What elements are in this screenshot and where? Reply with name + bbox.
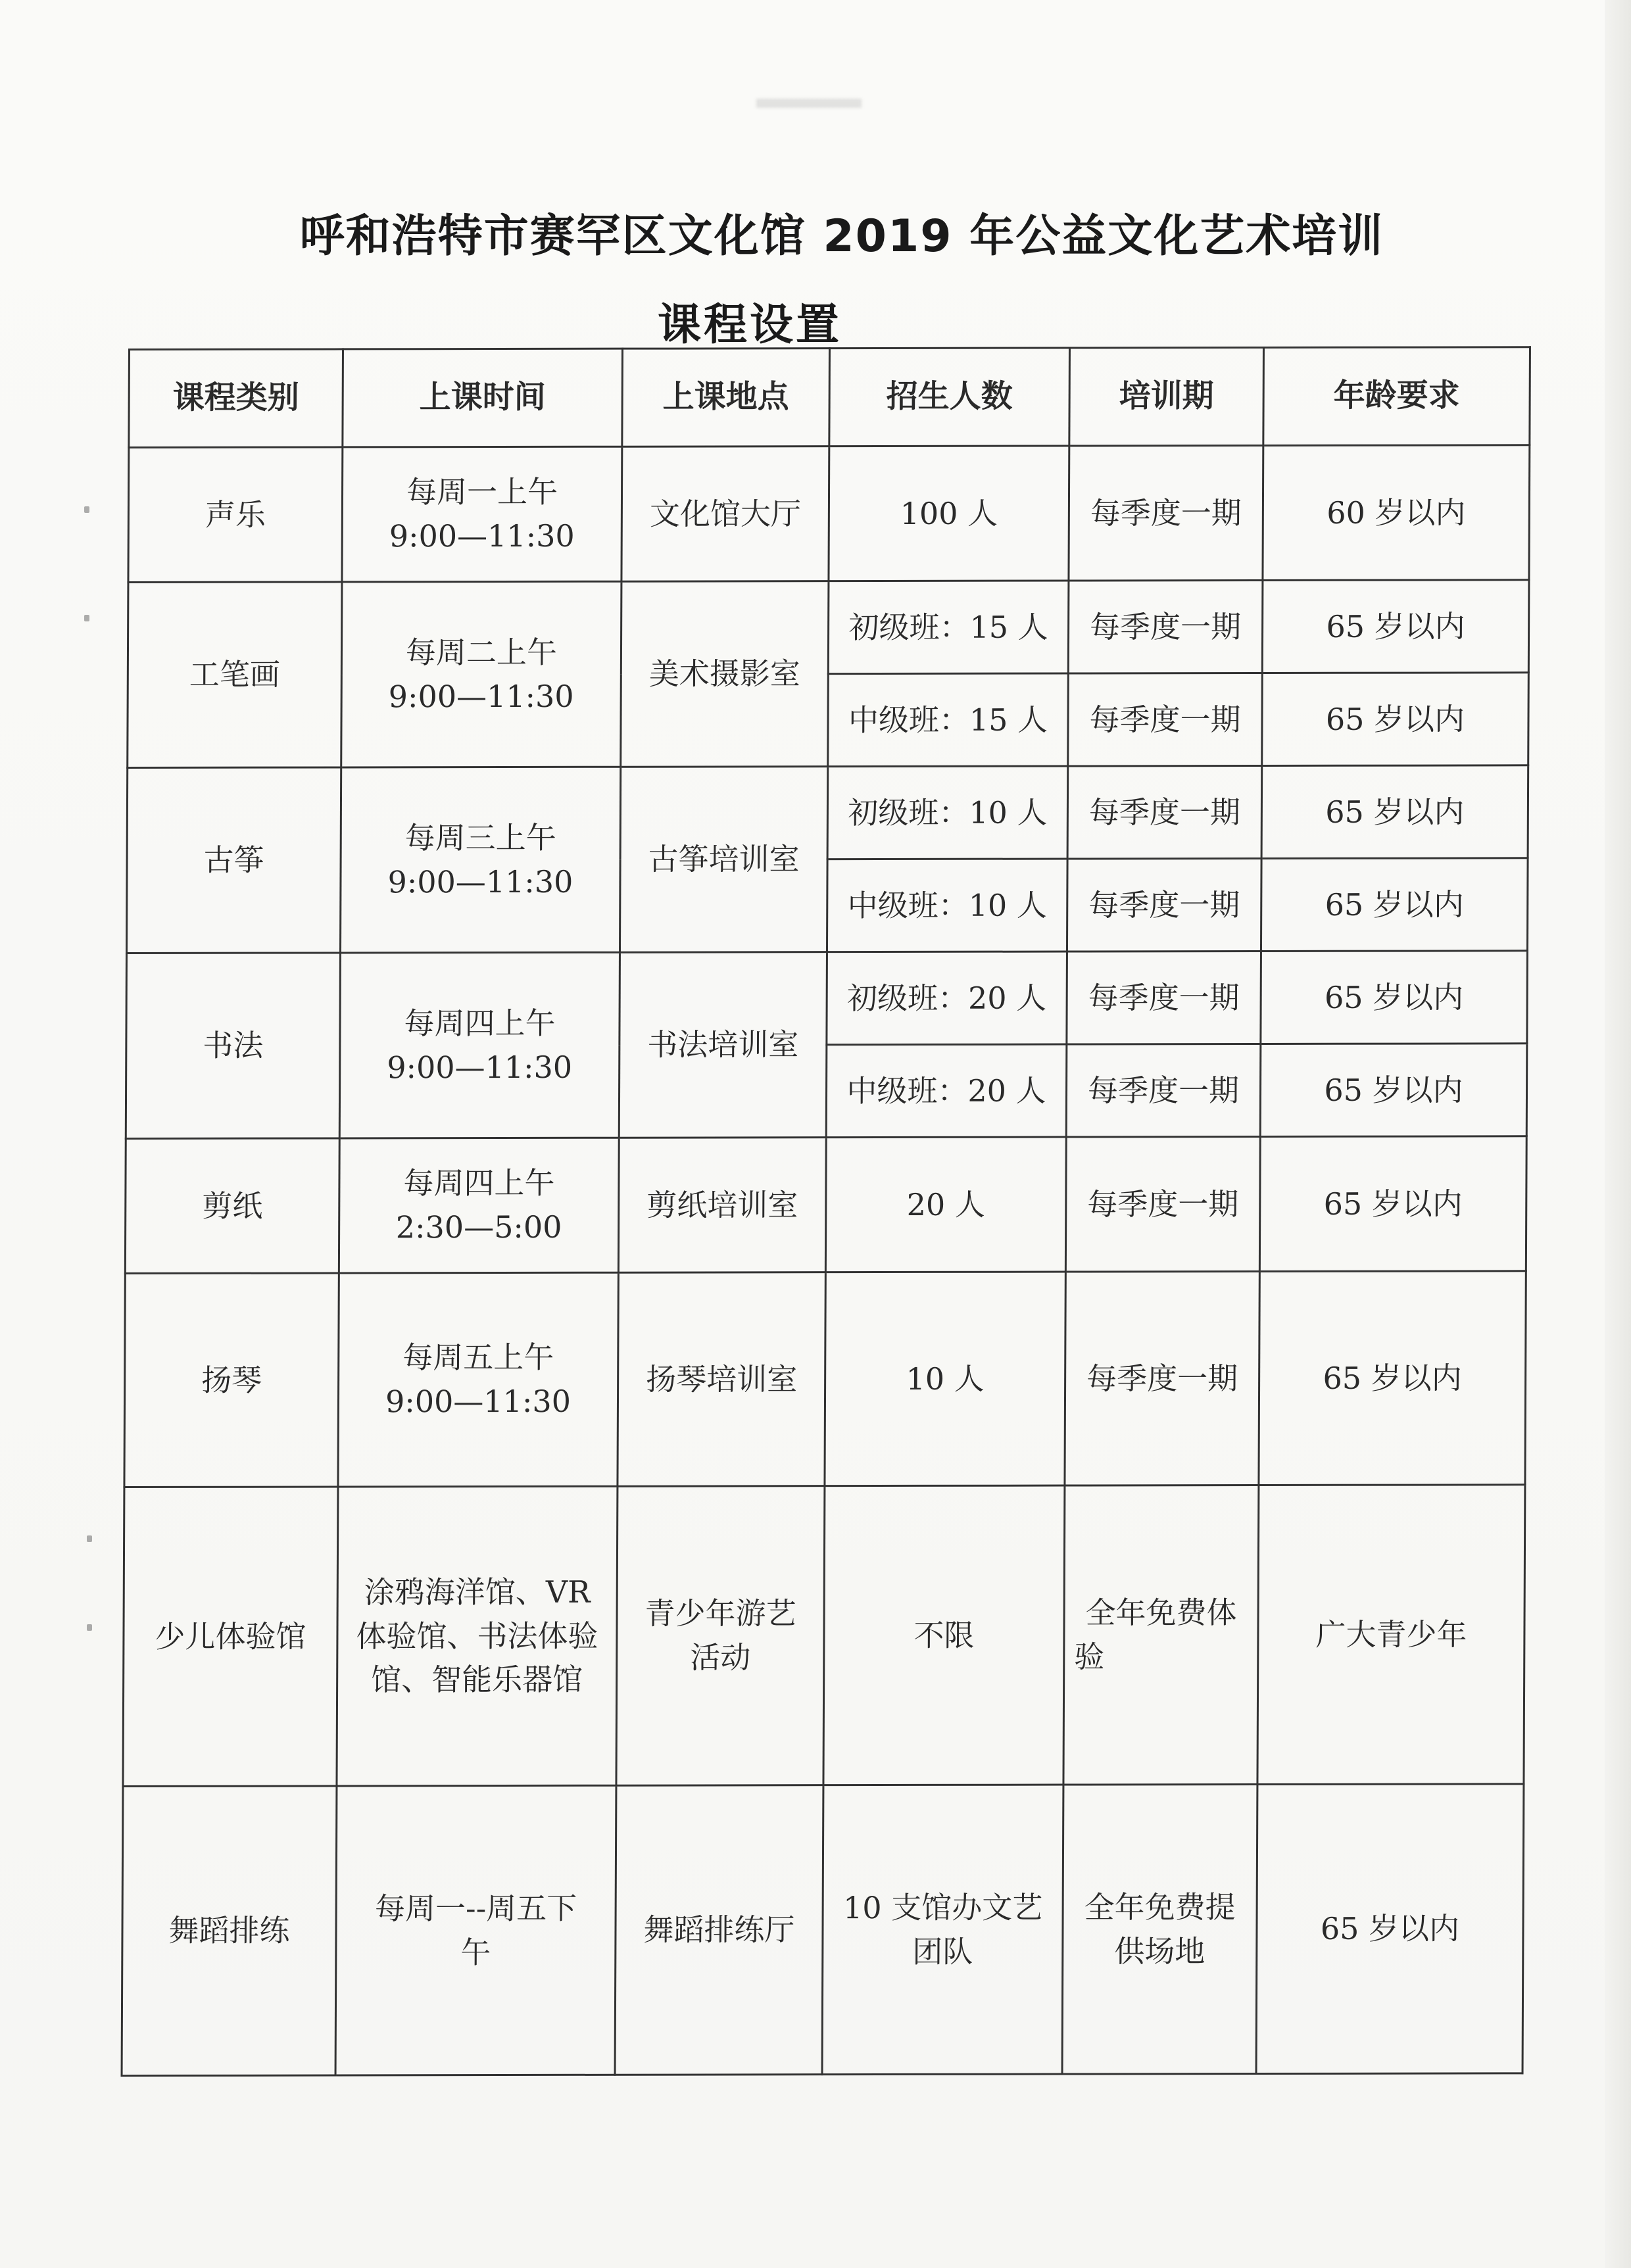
- course-table-wrapper: [121, 346, 1529, 2077]
- cell-period: [1062, 1785, 1257, 2075]
- cell-age: 65 岁以内: [1256, 1784, 1524, 2074]
- time-hours: 9:00—11:30: [389, 518, 575, 554]
- time-hours: 9:00—11:30: [388, 678, 574, 714]
- cell-enroll: 不限: [823, 1485, 1065, 1785]
- header-category: 课程类别: [129, 349, 343, 448]
- cell-age: 65 岁以内: [1261, 858, 1528, 952]
- document-title: 呼和浩特市赛罕区文化馆 2019 年公益文化艺术培训: [299, 210, 1384, 262]
- table-row: [125, 1136, 1526, 1274]
- time-line: 每周一--周五下: [374, 1890, 577, 1927]
- cell-age: 65 岁以内: [1260, 1044, 1527, 1137]
- cell-period: 每季度一期: [1068, 580, 1263, 673]
- time-hours: 2:30—5:00: [395, 1209, 562, 1245]
- cell-age: 65 岁以内: [1261, 765, 1528, 859]
- cell-age: 65 岁以内: [1262, 673, 1529, 766]
- cell-enroll: 中级班：10 人: [827, 859, 1067, 952]
- cell-category: 书法: [126, 953, 340, 1139]
- cell-place: 古筝培训室: [620, 767, 827, 953]
- cell-category: 声乐: [128, 447, 343, 583]
- cell-period: 每季度一期: [1065, 1137, 1260, 1272]
- time-day: 每周五上午: [402, 1339, 554, 1376]
- time-day: 每周四上午: [404, 1005, 556, 1042]
- cell-age: 65 岁以内: [1259, 1136, 1526, 1272]
- cell-category: 扬琴: [124, 1273, 339, 1487]
- cell-place: 文化馆大厅: [621, 446, 829, 582]
- cell-place: [616, 1486, 825, 1786]
- course-table: [121, 346, 1531, 2077]
- header-period: 培训期: [1069, 347, 1264, 446]
- cell-period: 每季度一期: [1068, 673, 1263, 766]
- time-line: 体验馆、书法体验: [356, 1618, 598, 1654]
- period-line: 验: [1074, 1639, 1105, 1675]
- scan-smudge: [756, 99, 862, 108]
- scan-dot: [87, 1535, 92, 1542]
- cell-enroll: 10 人: [825, 1272, 1065, 1486]
- cell-time: [338, 1272, 618, 1487]
- scan-dot: [87, 1624, 92, 1631]
- cell-enroll: [822, 1785, 1063, 2075]
- period-line: 全年免费体: [1085, 1595, 1237, 1631]
- scan-dot: [84, 615, 89, 621]
- cell-time: [342, 446, 622, 582]
- table-row: [122, 1784, 1524, 2076]
- cell-age: 65 岁以内: [1262, 580, 1529, 673]
- time-day: 每周二上午: [405, 634, 558, 671]
- table-row: [128, 580, 1529, 675]
- cell-age: 65 岁以内: [1259, 1271, 1526, 1485]
- cell-period: [1063, 1485, 1259, 1785]
- cell-period: 每季度一期: [1069, 445, 1263, 581]
- cell-place: 美术摄影室: [621, 581, 829, 767]
- time-day: 每周一上午: [406, 474, 558, 510]
- cell-period: 每季度一期: [1067, 859, 1261, 952]
- cell-category: 剪纸: [125, 1138, 339, 1274]
- cell-period: 每季度一期: [1067, 765, 1262, 859]
- time-hours: 9:00—11:30: [387, 1049, 573, 1085]
- period-line: 全年免费提: [1084, 1889, 1236, 1925]
- cell-age: 广大青少年: [1257, 1485, 1525, 1785]
- cell-age: 65 岁以内: [1261, 951, 1528, 1044]
- cell-time: [339, 952, 620, 1138]
- period-line: 供场地: [1114, 1933, 1205, 1969]
- cell-time: [340, 767, 620, 953]
- cell-category: 少儿体验馆: [123, 1487, 338, 1787]
- table-header-row: [129, 347, 1530, 448]
- cell-time: [337, 1486, 618, 1786]
- cell-time: [335, 1785, 616, 2075]
- time-line: 馆、智能乐器馆: [371, 1662, 583, 1698]
- cell-time: [339, 1138, 619, 1273]
- cell-age: 60 岁以内: [1263, 445, 1530, 581]
- cell-enroll: 中级班：20 人: [826, 1044, 1067, 1138]
- cell-enroll: 100 人: [829, 446, 1069, 581]
- time-day: 每周三上午: [404, 819, 556, 856]
- table-row: [124, 1271, 1526, 1487]
- time-day: 每周四上午: [403, 1165, 555, 1201]
- enroll-line: 10 支馆办文艺: [842, 1889, 1043, 1925]
- place-line: 青少年游艺: [645, 1595, 796, 1631]
- cell-enroll: 中级班：15 人: [828, 673, 1069, 767]
- cell-period: 每季度一期: [1066, 1044, 1261, 1138]
- table-row: [128, 445, 1530, 583]
- table-row: [123, 1485, 1525, 1787]
- cell-enroll: 初级班：10 人: [827, 766, 1068, 859]
- place-line: 活动: [690, 1639, 751, 1676]
- table-row: [126, 951, 1528, 1046]
- header-enroll: 招生人数: [829, 348, 1070, 446]
- header-place: 上课地点: [622, 349, 830, 447]
- cell-period: 每季度一期: [1065, 1272, 1259, 1486]
- time-hours: 9:00—11:30: [385, 1383, 572, 1420]
- header-age: 年龄要求: [1263, 347, 1530, 446]
- header-time: 上课时间: [343, 349, 623, 447]
- cell-enroll: 初级班：15 人: [828, 581, 1069, 674]
- table-row: [127, 765, 1528, 861]
- cell-place: 扬琴培训室: [618, 1272, 825, 1487]
- document-subtitle: 课程设置: [658, 299, 842, 350]
- cell-enroll: 初级班：20 人: [827, 952, 1067, 1045]
- time-line: 午: [460, 1934, 491, 1970]
- cell-place: 书法培训室: [619, 952, 827, 1138]
- time-line: 涂鸦海洋馆、VR: [364, 1574, 591, 1610]
- scan-dot: [84, 506, 89, 513]
- cell-category: 古筝: [126, 767, 341, 953]
- enroll-line: 团队: [912, 1933, 973, 1969]
- cell-place: 舞蹈排练厅: [615, 1785, 823, 2075]
- cell-category: 舞蹈排练: [122, 1786, 337, 2076]
- cell-period: 每季度一期: [1067, 952, 1261, 1045]
- time-hours: 9:00—11:30: [387, 863, 573, 900]
- cell-enroll: 20 人: [825, 1137, 1066, 1272]
- cell-place: 剪纸培训室: [618, 1138, 826, 1273]
- cell-time: [341, 581, 621, 767]
- cell-category: 工笔画: [128, 582, 342, 768]
